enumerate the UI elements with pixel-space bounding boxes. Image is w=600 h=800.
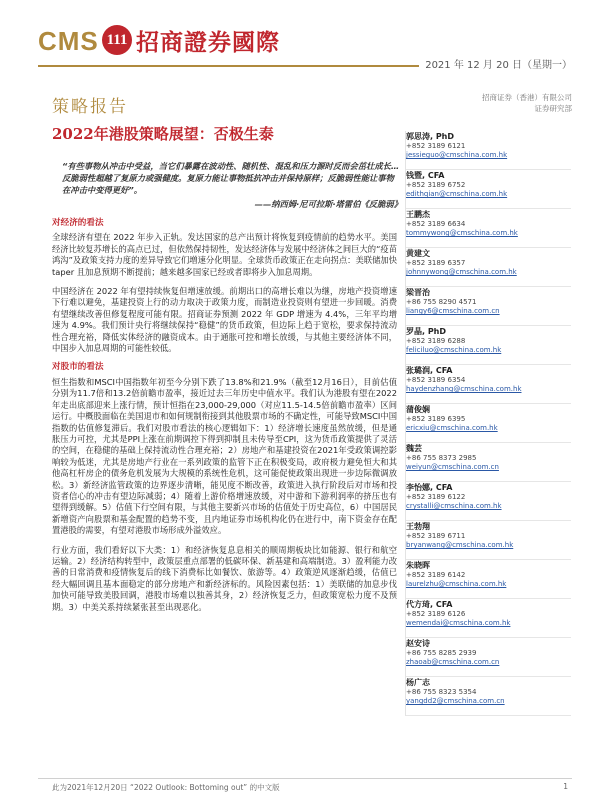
analyst-name: 张璐润, CFA — [406, 366, 453, 375]
section-economy — [52, 218, 397, 354]
analyst-phone: +852 3189 6395 — [406, 415, 466, 423]
analyst-phone: +852 3189 6354 — [406, 376, 466, 384]
analyst-name: 李怡娜, CFA — [406, 483, 453, 492]
analyst-name: 蒲俊娴 — [406, 405, 430, 414]
organization-dept: 证券研究部 — [534, 104, 572, 113]
report-date: 2021 年 12 月 20 日（星期一） — [419, 56, 572, 71]
analyst-name: 朱晓晖 — [406, 561, 430, 570]
analyst-contacts — [405, 131, 571, 716]
analyst-name: 王勃翔 — [406, 522, 430, 531]
analyst-email-link[interactable]: liangy6@cmschina.com.cn — [406, 307, 500, 315]
analyst-contact — [406, 404, 571, 443]
analyst-contact — [406, 599, 571, 638]
analyst-email-link[interactable]: zhaoab@cmschina.com.cn — [406, 658, 500, 666]
analyst-name: 王鹏杰 — [406, 210, 430, 219]
analyst-contact — [406, 326, 571, 365]
analyst-phone: +86 755 8285 2939 — [406, 649, 477, 657]
analyst-phone: +852 3189 6752 — [406, 181, 466, 189]
organization — [462, 92, 572, 114]
page-number: 1 — [563, 782, 568, 791]
footer-divider — [38, 778, 572, 779]
quote-source: ——纳西姆·尼可拉斯·塔雷伯《反脆弱》 — [254, 199, 402, 209]
analyst-email-link[interactable]: johnnywong@cmschina.com.hk — [406, 268, 517, 276]
section-heading: 对股市的看法 — [52, 362, 104, 373]
analyst-phone: +852 3189 6634 — [406, 220, 466, 228]
analyst-contact — [406, 677, 571, 716]
section-heading: 对经济的看法 — [52, 218, 104, 228]
analyst-email-link[interactable]: haydenzhang@cmschina.com.hk — [406, 385, 522, 393]
analyst-contact — [406, 560, 571, 599]
analyst-email-link[interactable]: yangdd2@cmschina.com.cn — [406, 697, 505, 705]
analyst-name: 钱暨, CFA — [406, 171, 445, 180]
analyst-contact — [406, 365, 571, 404]
analyst-name: 黄建文 — [406, 249, 430, 258]
analyst-name: 郭思涛, PhD — [406, 132, 455, 141]
analyst-phone: +86 755 8290 4571 — [406, 298, 477, 306]
analyst-email-link[interactable]: jessieguo@cmschina.com.hk — [406, 151, 508, 159]
analyst-contact — [406, 131, 571, 170]
analyst-phone: +852 3189 6126 — [406, 610, 466, 618]
analyst-email-link[interactable]: weiyun@cmschina.com.cn — [406, 463, 499, 471]
body-paragraph: 中国经济在 2022 年有望持续恢复但增速放缓。前期出口的高增长难以为继，房地产投资增速下行难以避免，基建投资上行的动力取决于政策力度，而制造业投资则有望进一步回暖。消费有望继续改善但修复程度可能有限。招商证券预测 2022 年 GDP 增速为 4.4%，三年平均增速为 4.9%。我们预计央行将继续保持“稳健”的货币政策，但边际上趋于宽松，要求保持流动性合理充裕，降低实体经济的融资成本。由于通胀可控和增长放缓，与其他主要经济体不同，中国步入加息周期的可能性较低。 — [52, 286, 397, 354]
analyst-contact — [406, 287, 571, 326]
analyst-contact — [406, 170, 571, 209]
analyst-email-link[interactable]: laurelzhu@cmschina.com.hk — [406, 580, 507, 588]
analyst-contact — [406, 209, 571, 248]
cms-logo-mark: 111 — [102, 25, 132, 55]
quote-text: “有些事物从冲击中受益，当它们暴露在波动性、随机性、混乱和压力源时反而会茁壮成长…反脆弱性超越了复原力或强健度。复原力能让事物抵抗冲击并保持原样；反脆弱性能让事物在冲击中变得更好”。 — [62, 161, 400, 195]
epigraph-quote — [62, 160, 402, 210]
body-paragraph: 行业方面，我们看好以下大类：1）和经济恢复息息相关的顺周期板块比如能源、银行和航空运输。2）经济结构转型中，政策层重点部署的低碳环保、新基建和高端制造。3）盈利能力改善的日常消费和疫情恢复后的线下消费标比如餐饮、旅游等。4）政策逆风逐渐趋缓，估值已经大幅回调且基本面稳定的部分房地产和新经济标的。风险因素包括：1）美联储的加息步伐加快可能导致美股回调，港股市场难以独善其身，2）经济恢复乏力，但政策宽松力度不及预期。3）中美关系持续紧张甚至出现恶化。 — [52, 544, 397, 612]
report-title: 2022年港股策略展望：否极生泰 — [52, 125, 274, 143]
analyst-phone: +852 3189 6121 — [406, 142, 466, 150]
analyst-name: 魏芸 — [406, 444, 422, 453]
organization-name: 招商证券（香港）有限公司 — [482, 93, 572, 102]
analyst-name: 罗晶, PhD — [406, 327, 447, 336]
analyst-contact — [406, 482, 571, 521]
body-paragraph: 恒生指数和MSCI中国指数年初至今分别下跌了13.8%和21.9%（截至12月16日），目前估值分别为11.7倍和13.2倍前瞻市盈率，接近过去三年历史中值水平。我们认为港股有望在2022年走出底部迎来上涨行情，预计恒指在23,000-29,000（对应11.5-14.5倍前瞻市盈率）区间运行。中概股面临在美国退市和如何规制衔接到其他股票市场的不确定性，可能导致MSCI中国指数的估值修复滞后。我们对股市看法的核心逻辑如下：1）经济增长速度虽然放缓，但是通胀压力可控，尤其是PPI上涨在前期调控下得到抑制且未传导至CPI，这为货币政策提供了灵活的空间，在稳健的基础上保持流动性合理充裕；2）房地产和基建投资在2021年受政策调控影响较为低迷，尤其是房地产行业在一系列政策的监管下正在积极变局，政府极力避免恒大和其他高杠杆房企的债务危机发展为大规模的系统性危机，这可能促使政策出现进一步边际微调放松。3）新经济监管政策的边界逐步清晰，能见度不断改善，政策进入执行阶段后对市场和投资者信心的冲击有望边际减弱；4）随着上游价格增速放缓，对中游和下游利润率的挤压也有望得到缓解。5）估值下行空间有限，与其他主要新兴市场的估值处于历史高位，6）中国居民新增资产向股票和基金配置的趋势不变，且内地证券市场机构化仍在进行中，南下资金存在配置港股的需要，有望对港股市场形成外溢效应。 — [52, 376, 397, 536]
analyst-email-link[interactable]: tommywong@cmschina.com.hk — [406, 229, 518, 237]
analyst-email-link[interactable]: crystalli@cmschina.com.hk — [406, 502, 502, 510]
analyst-phone: +852 3189 6711 — [406, 532, 466, 540]
analyst-contact — [406, 248, 571, 287]
analyst-contact — [406, 638, 571, 677]
report-type: 策略报告 — [52, 97, 128, 117]
analyst-phone: +852 3189 6357 — [406, 259, 466, 267]
cms-logo-text: CMS — [38, 26, 99, 56]
analyst-email-link[interactable]: ericxiu@cmschina.com.hk — [406, 424, 498, 432]
analyst-name: 代方琦, CFA — [406, 600, 453, 609]
analyst-email-link[interactable]: edithqian@cmschina.com.hk — [406, 190, 508, 198]
analyst-name: 赵安诗 — [406, 639, 430, 648]
analyst-name: 梁晋治 — [406, 288, 430, 297]
footer-note: 此为2021年12月20日 “2022 Outlook: Bottoming out” 的中文版 — [52, 783, 280, 792]
analyst-phone: +86 755 8373 2985 — [406, 454, 477, 462]
body-paragraph: 全球经济有望在 2022 年步入正轨。发达国家的总产出预计将恢复到疫情前的趋势水平。美国经济比较复苏增长的高点已过，但依然保持韧性，发达经济体与发展中经济体之间巨大的“疫苗鸿沟”及政策支持力度的差异导致它们増速分化明显。全球货币政策正在走向拐点：美联储加快 taper 且加息预期不断提前；越来越多国家已经或者即将步入加息周期。 — [52, 232, 397, 277]
analyst-email-link[interactable]: bryanwang@cmschina.com.hk — [406, 541, 514, 549]
analyst-email-link[interactable]: wemendai@cmschina.com.hk — [406, 619, 511, 627]
analyst-phone: +852 3189 6122 — [406, 493, 466, 501]
analyst-email-link[interactable]: feliciluo@cmschina.com.hk — [406, 346, 502, 354]
company-name-logo: 招商證券國際 — [136, 29, 280, 56]
report-body — [52, 218, 397, 621]
analyst-name: 杨广志 — [406, 678, 430, 687]
analyst-contact — [406, 443, 571, 482]
analyst-contact — [406, 521, 571, 560]
analyst-phone: +852 3189 6142 — [406, 571, 466, 579]
section-market — [52, 362, 397, 613]
analyst-phone: +86 755 8323 5354 — [406, 688, 477, 696]
analyst-phone: +852 3189 6288 — [406, 337, 466, 345]
